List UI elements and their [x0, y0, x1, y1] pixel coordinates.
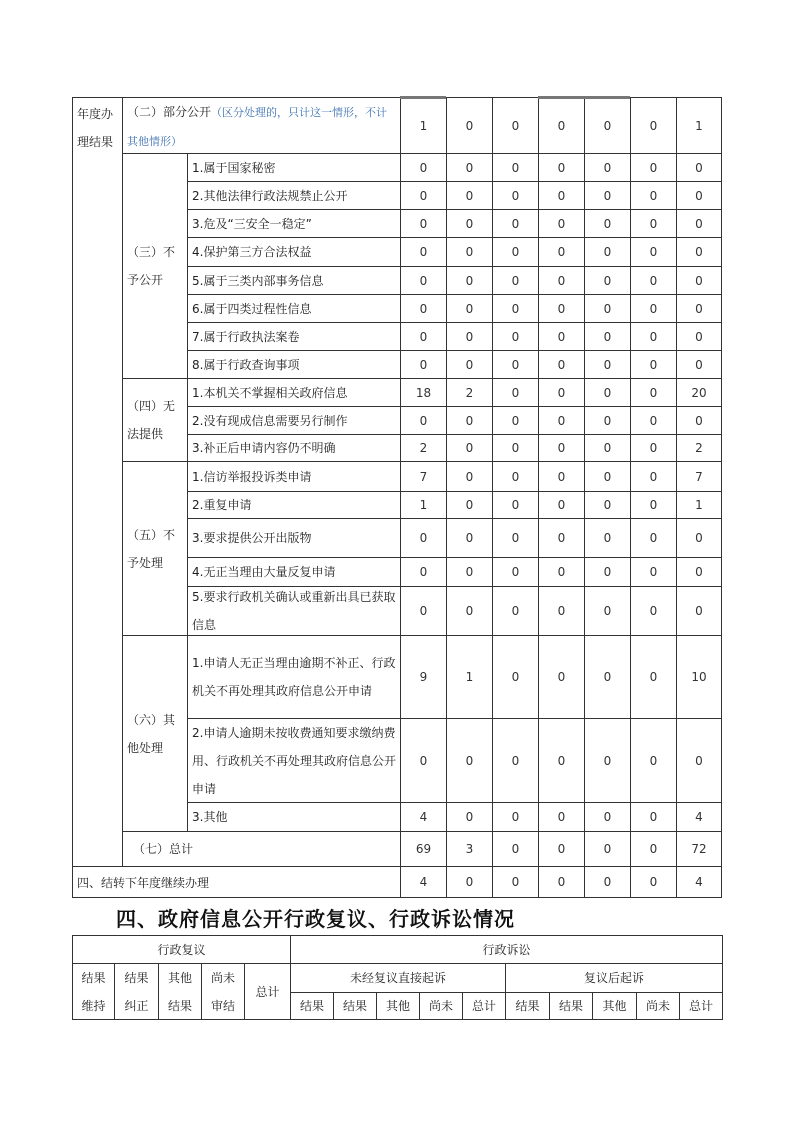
value-cell: 0 — [630, 831, 677, 867]
after-col-header: 结果 — [505, 992, 550, 1020]
value-cell: 0 — [630, 866, 677, 898]
direct-suit-header: 未经复议直接起诉 — [290, 963, 506, 993]
carryover-label: 四、结转下年度继续办理 — [72, 866, 401, 898]
review-header: 行政复议 — [72, 935, 291, 964]
value-cell: 0 — [400, 209, 447, 238]
value-cell: 0 — [630, 237, 677, 267]
value-cell: 1 — [676, 97, 722, 154]
value-cell: 0 — [538, 294, 585, 323]
value-cell: 0 — [400, 406, 447, 435]
value-cell: 0 — [492, 491, 539, 519]
after-col-header: 其他 — [592, 992, 637, 1020]
value-cell: 0 — [446, 350, 493, 379]
value-cell: 0 — [446, 491, 493, 519]
value-cell: 0 — [446, 718, 493, 803]
value-cell: 2 — [446, 378, 493, 407]
value-cell: 0 — [446, 866, 493, 898]
value-cell: 4 — [400, 866, 447, 898]
value-cell: 0 — [630, 294, 677, 323]
review-col-header — [72, 963, 115, 1020]
item-label: 3.要求提供公开出版物 — [187, 518, 401, 558]
value-cell: 4 — [400, 802, 447, 832]
total-label: （七）总计 — [122, 831, 401, 867]
value-cell: 0 — [492, 237, 539, 267]
value-cell: 7 — [400, 461, 447, 492]
value-cell: 0 — [584, 294, 631, 323]
value-cell: 0 — [584, 586, 631, 636]
value-cell: 0 — [538, 153, 585, 182]
value-cell: 0 — [538, 322, 585, 351]
value-cell: 0 — [538, 406, 585, 435]
value-cell: 0 — [630, 586, 677, 636]
border-decoration — [538, 96, 630, 99]
value-cell: 0 — [538, 635, 585, 719]
value-cell: 0 — [630, 557, 677, 587]
value-cell: 0 — [630, 153, 677, 182]
partial-open-hint: （区分处理的，只计这一情形，不计其他情形） — [127, 106, 388, 148]
after-col-header: 总计 — [679, 992, 723, 1020]
section-title: 四、政府信息公开行政复议、行政诉讼情况 — [116, 907, 515, 931]
value-cell: 4 — [676, 866, 722, 898]
value-cell: 0 — [676, 718, 722, 803]
value-cell: 0 — [630, 181, 677, 210]
value-cell: 0 — [446, 97, 493, 154]
litigation-header: 行政诉讼 — [290, 935, 723, 964]
value-cell: 0 — [538, 97, 585, 154]
item-label: 4.保护第三方合法权益 — [187, 237, 401, 267]
row-header: 年度办理结果 — [72, 97, 123, 154]
value-cell: 0 — [400, 350, 447, 379]
value-cell: 0 — [584, 209, 631, 238]
value-cell: 0 — [538, 718, 585, 803]
value-cell: 0 — [584, 718, 631, 803]
value-cell: 0 — [446, 181, 493, 210]
value-cell: 0 — [676, 266, 722, 295]
value-cell: 0 — [584, 406, 631, 435]
value-cell: 0 — [630, 350, 677, 379]
review-col-header — [158, 963, 202, 1020]
value-cell: 0 — [630, 518, 677, 558]
value-cell: 0 — [584, 266, 631, 295]
value-cell: 1 — [676, 491, 722, 519]
value-cell: 2 — [400, 434, 447, 462]
value-cell: 0 — [400, 518, 447, 558]
value-cell: 2 — [676, 434, 722, 462]
value-cell: 0 — [630, 434, 677, 462]
value-cell: 0 — [446, 518, 493, 558]
value-cell: 0 — [538, 350, 585, 379]
value-cell: 0 — [584, 97, 631, 154]
item-label: 3.危及“三安全一稳定” — [187, 209, 401, 238]
value-cell: 0 — [492, 557, 539, 587]
value-cell: 10 — [676, 635, 722, 719]
value-cell: 0 — [630, 461, 677, 492]
value-cell: 0 — [492, 97, 539, 154]
partial-open-title: （二）部分公开 — [127, 105, 212, 119]
item-label: 1.信访举报投诉类申请 — [187, 461, 401, 492]
item-label: 6.属于四类过程性信息 — [187, 294, 401, 323]
value-cell: 0 — [584, 557, 631, 587]
value-cell: 0 — [630, 97, 677, 154]
item-label: 1.属于国家秘密 — [187, 153, 401, 182]
value-cell: 0 — [676, 294, 722, 323]
item-label: 5.要求行政机关确认或重新出具已获取信息 — [187, 586, 401, 636]
value-cell: 0 — [492, 434, 539, 462]
group-label: （四）无法提供 — [122, 378, 188, 462]
partial-open-label — [122, 97, 401, 154]
value-cell: 0 — [492, 378, 539, 407]
value-cell: 0 — [630, 378, 677, 407]
value-cell: 0 — [492, 518, 539, 558]
value-cell: 0 — [446, 406, 493, 435]
value-cell: 0 — [584, 434, 631, 462]
value-cell: 0 — [630, 209, 677, 238]
value-cell: 0 — [446, 586, 493, 636]
value-cell: 0 — [400, 586, 447, 636]
review-col-line2: 维持 — [81, 998, 106, 1013]
value-cell: 0 — [538, 866, 585, 898]
value-cell: 0 — [676, 406, 722, 435]
value-cell: 0 — [492, 266, 539, 295]
after-col-header: 结果 — [549, 992, 593, 1020]
review-total-header: 总计 — [244, 963, 291, 1020]
direct-col-header: 结果 — [290, 992, 334, 1020]
value-cell: 0 — [584, 237, 631, 267]
value-cell: 0 — [492, 406, 539, 435]
value-cell: 0 — [492, 866, 539, 898]
value-cell: 0 — [400, 322, 447, 351]
value-cell: 7 — [676, 461, 722, 492]
value-cell: 0 — [446, 461, 493, 492]
value-cell: 0 — [538, 802, 585, 832]
value-cell: 0 — [584, 831, 631, 867]
value-cell: 0 — [538, 209, 585, 238]
review-col-line1: 尚未 — [210, 970, 235, 985]
value-cell: 0 — [538, 434, 585, 462]
after-col-header: 尚未 — [636, 992, 680, 1020]
review-col-line1: 其他 — [167, 970, 192, 985]
value-cell: 0 — [400, 181, 447, 210]
value-cell: 9 — [400, 635, 447, 719]
value-cell: 0 — [538, 266, 585, 295]
item-label: 3.补正后申请内容仍不明确 — [187, 434, 401, 462]
value-cell: 0 — [584, 322, 631, 351]
review-col-header — [201, 963, 245, 1020]
value-cell: 1 — [446, 635, 493, 719]
item-label: 2.没有现成信息需要另行制作 — [187, 406, 401, 435]
value-cell: 0 — [538, 181, 585, 210]
value-cell: 0 — [630, 802, 677, 832]
row-header-continuation — [72, 153, 123, 867]
value-cell: 0 — [584, 181, 631, 210]
value-cell: 0 — [446, 322, 493, 351]
value-cell: 0 — [446, 802, 493, 832]
value-cell: 20 — [676, 378, 722, 407]
value-cell: 0 — [492, 350, 539, 379]
value-cell: 0 — [676, 153, 722, 182]
value-cell: 0 — [492, 461, 539, 492]
value-cell: 0 — [584, 461, 631, 492]
value-cell: 0 — [676, 557, 722, 587]
direct-col-header: 尚未 — [419, 992, 463, 1020]
value-cell: 4 — [676, 802, 722, 832]
value-cell: 18 — [400, 378, 447, 407]
value-cell: 0 — [492, 153, 539, 182]
value-cell: 0 — [538, 557, 585, 587]
value-cell: 69 — [400, 831, 447, 867]
value-cell: 0 — [538, 586, 585, 636]
value-cell: 0 — [630, 718, 677, 803]
group-label: （六）其他处理 — [122, 635, 188, 832]
value-cell: 0 — [584, 491, 631, 519]
item-label: 1.申请人无正当理由逾期不补正、行政机关不再处理其政府信息公开申请 — [187, 635, 401, 719]
value-cell: 0 — [630, 322, 677, 351]
review-col-line2: 审结 — [210, 998, 235, 1013]
value-cell: 0 — [538, 831, 585, 867]
review-col-line2: 纠正 — [124, 998, 149, 1013]
value-cell: 0 — [538, 491, 585, 519]
value-cell: 0 — [584, 802, 631, 832]
value-cell: 0 — [538, 378, 585, 407]
value-cell: 0 — [538, 461, 585, 492]
item-label: 8.属于行政查询事项 — [187, 350, 401, 379]
group-label: （五）不予处理 — [122, 461, 188, 636]
value-cell: 0 — [492, 322, 539, 351]
value-cell: 0 — [400, 266, 447, 295]
value-cell: 0 — [584, 635, 631, 719]
value-cell: 0 — [400, 153, 447, 182]
item-label: 2.其他法律行政法规禁止公开 — [187, 181, 401, 210]
value-cell: 0 — [446, 153, 493, 182]
value-cell: 0 — [446, 557, 493, 587]
value-cell: 0 — [492, 635, 539, 719]
review-col-line1: 结果 — [81, 970, 106, 985]
value-cell: 72 — [676, 831, 722, 867]
after-review-header: 复议后起诉 — [505, 963, 723, 993]
item-label: 4.无正当理由大量反复申请 — [187, 557, 401, 587]
value-cell: 0 — [584, 153, 631, 182]
review-col-line2: 结果 — [167, 998, 192, 1013]
value-cell: 0 — [400, 557, 447, 587]
value-cell: 0 — [446, 434, 493, 462]
value-cell: 0 — [400, 237, 447, 267]
review-col-line1: 结果 — [124, 970, 149, 985]
value-cell: 3 — [446, 831, 493, 867]
value-cell: 0 — [676, 209, 722, 238]
value-cell: 0 — [492, 802, 539, 832]
value-cell: 1 — [400, 491, 447, 519]
value-cell: 0 — [676, 350, 722, 379]
value-cell: 0 — [676, 237, 722, 267]
value-cell: 0 — [492, 718, 539, 803]
value-cell: 0 — [630, 491, 677, 519]
item-label: 1.本机关不掌握相关政府信息 — [187, 378, 401, 407]
value-cell: 0 — [446, 237, 493, 267]
value-cell: 0 — [492, 209, 539, 238]
value-cell: 0 — [584, 866, 631, 898]
value-cell: 0 — [630, 266, 677, 295]
item-label: 5.属于三类内部事务信息 — [187, 266, 401, 295]
value-cell: 0 — [584, 518, 631, 558]
direct-col-header: 总计 — [462, 992, 506, 1020]
value-cell: 0 — [676, 322, 722, 351]
value-cell: 0 — [492, 181, 539, 210]
value-cell: 0 — [630, 635, 677, 719]
value-cell: 0 — [538, 518, 585, 558]
review-col-header — [114, 963, 159, 1020]
border-decoration — [400, 96, 446, 99]
value-cell: 0 — [584, 350, 631, 379]
value-cell: 0 — [492, 831, 539, 867]
value-cell: 0 — [446, 294, 493, 323]
value-cell: 1 — [400, 97, 447, 154]
value-cell: 0 — [446, 266, 493, 295]
value-cell: 0 — [492, 586, 539, 636]
value-cell: 0 — [492, 294, 539, 323]
value-cell: 0 — [538, 237, 585, 267]
value-cell: 0 — [446, 209, 493, 238]
value-cell: 0 — [676, 181, 722, 210]
item-label: 2.重复申请 — [187, 491, 401, 519]
item-label: 3.其他 — [187, 802, 401, 832]
value-cell: 0 — [400, 294, 447, 323]
value-cell: 0 — [676, 586, 722, 636]
direct-col-header: 结果 — [333, 992, 377, 1020]
direct-col-header: 其他 — [376, 992, 420, 1020]
value-cell: 0 — [400, 718, 447, 803]
group-label: （三）不予公开 — [122, 153, 188, 379]
item-label: 2.申请人逾期未按收费通知要求缴纳费用、行政机关不再处理其政府信息公开申请 — [187, 718, 401, 803]
value-cell: 0 — [584, 378, 631, 407]
value-cell: 0 — [630, 406, 677, 435]
value-cell: 0 — [676, 518, 722, 558]
item-label: 7.属于行政执法案卷 — [187, 322, 401, 351]
